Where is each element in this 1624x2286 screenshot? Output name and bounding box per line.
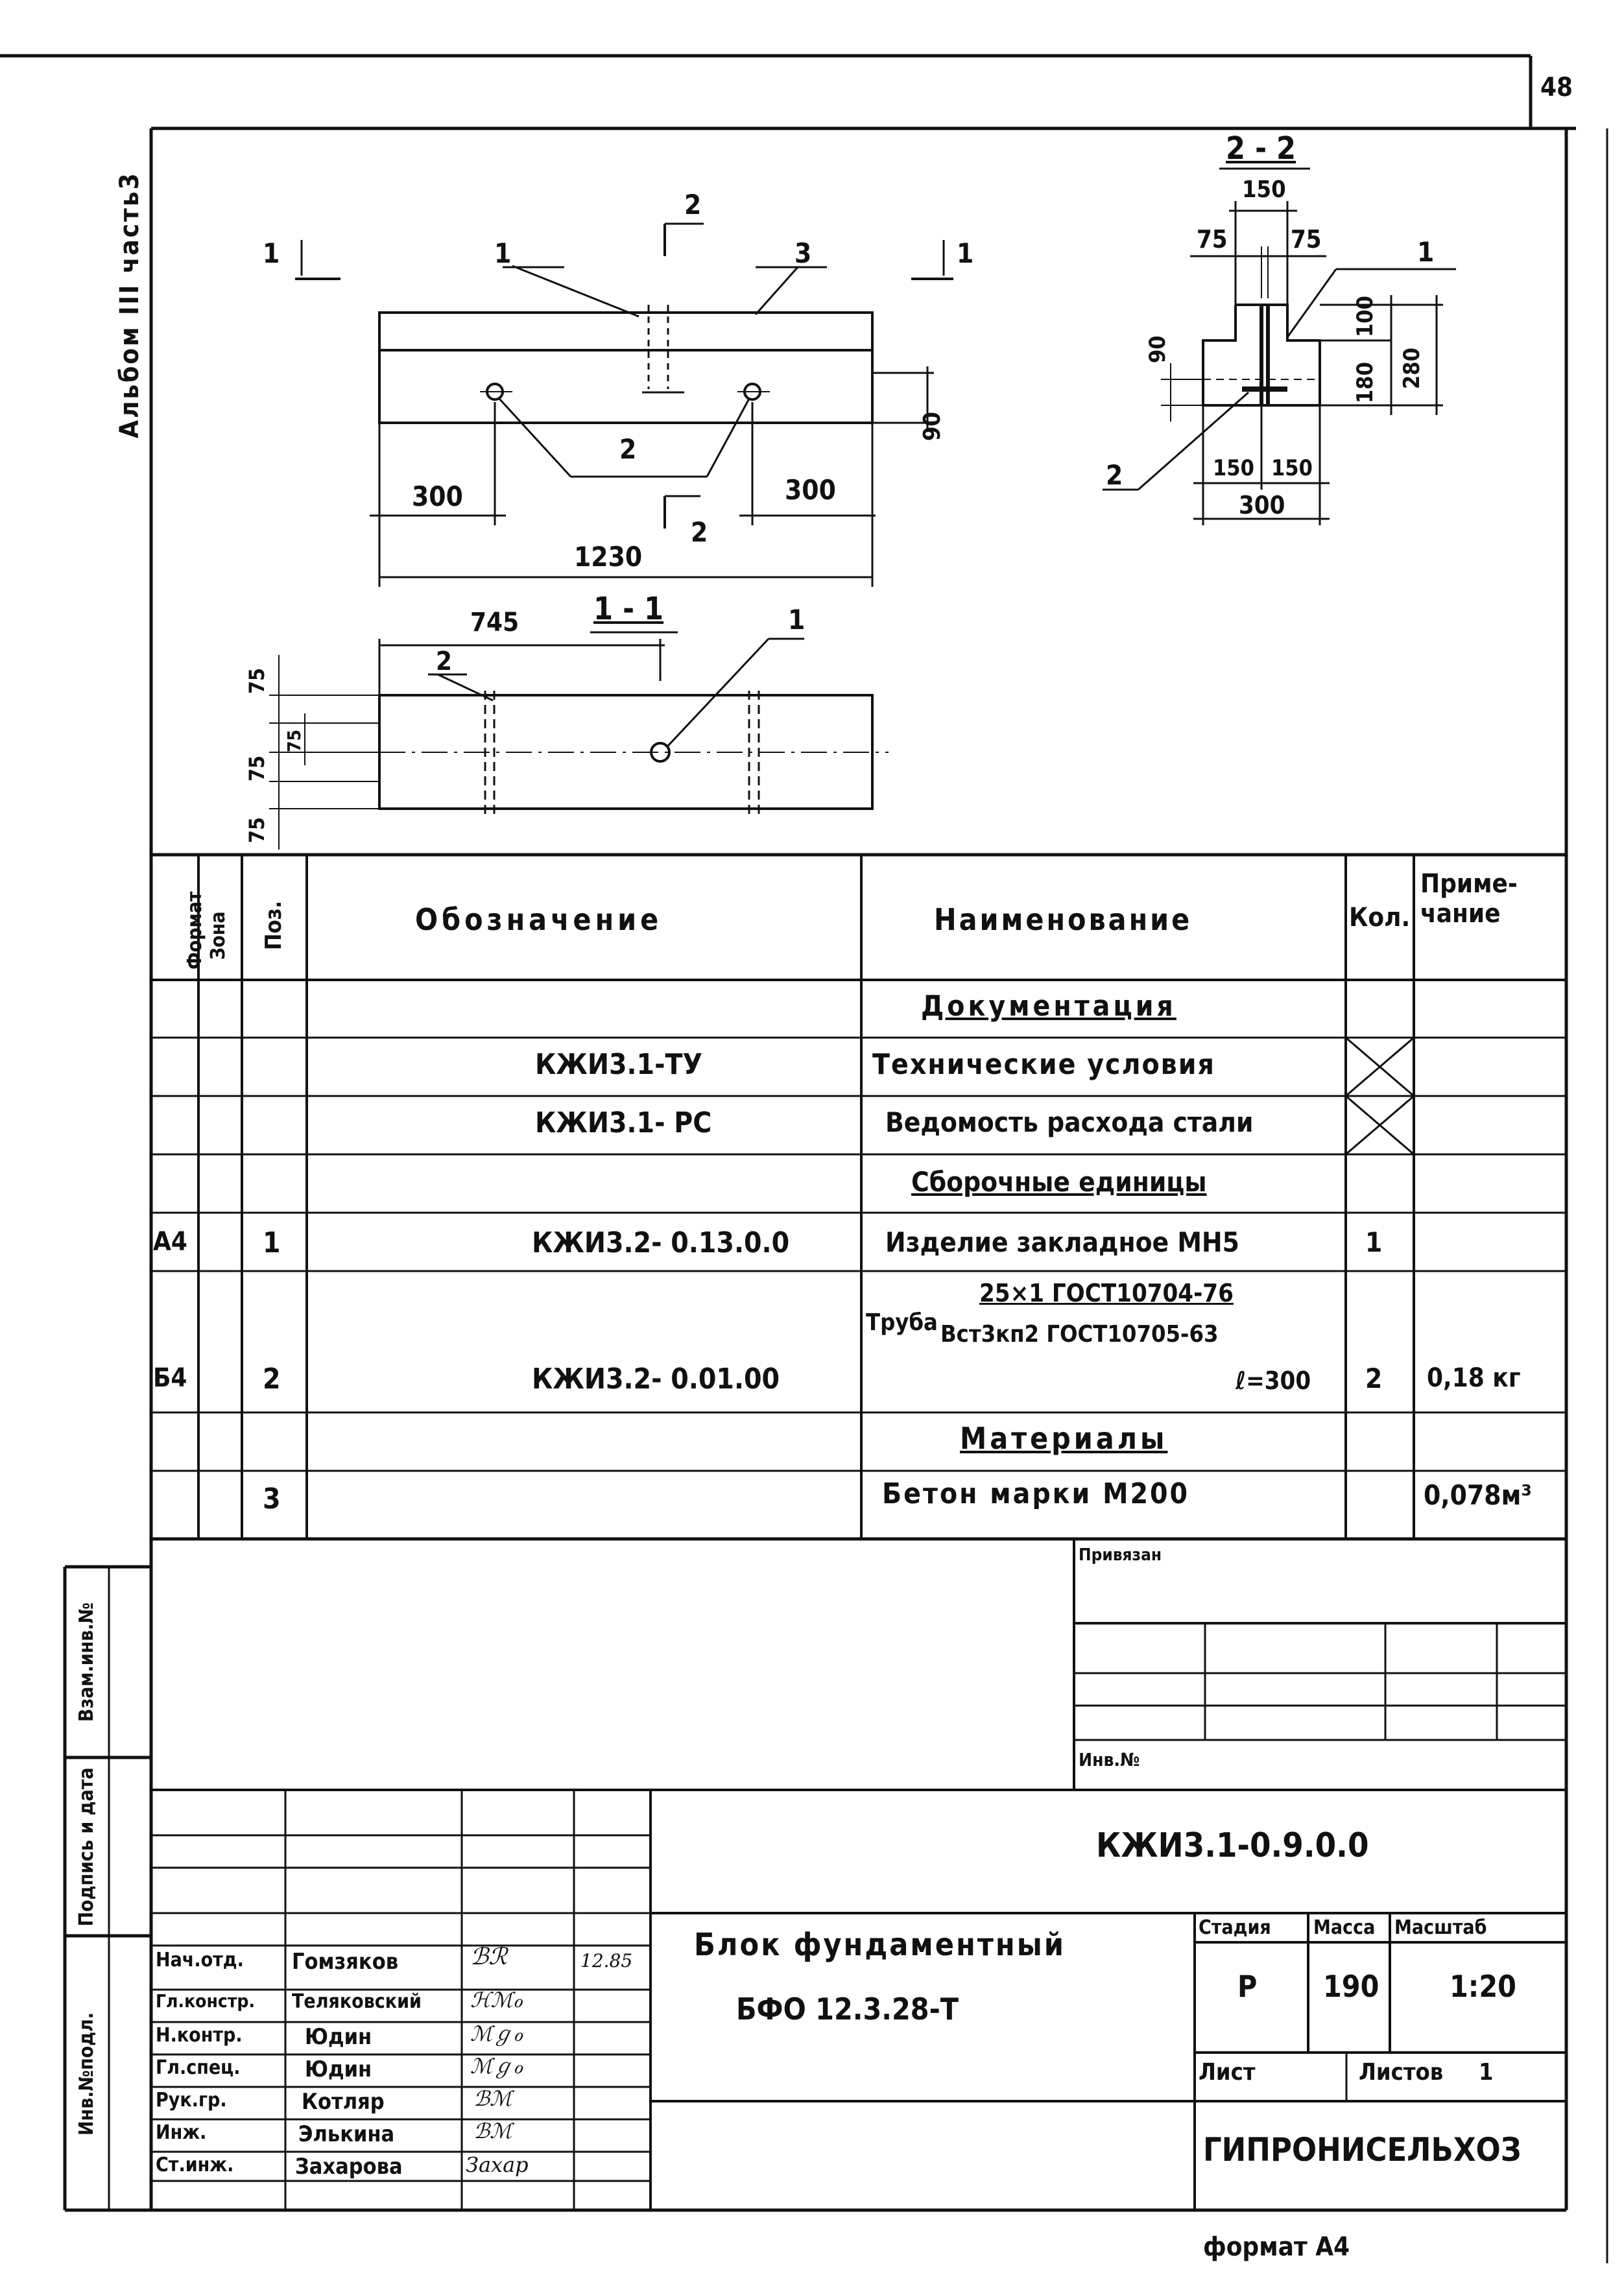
row-2-name: Ведомость расхода стали	[885, 1106, 1254, 1138]
dim-right-offset: 300	[785, 474, 836, 506]
row-3-name: Изделие закладное МН5	[885, 1226, 1239, 1258]
organization-name: ГИПРОНИСЕЛЬХОЗ	[1203, 2131, 1522, 2169]
header-note: Приме-чание	[1420, 869, 1518, 929]
dim-plan-r2: 75	[283, 729, 305, 752]
staff-role-2: Гл.констр.	[156, 1990, 256, 2012]
staff-role-5: Рук.гр.	[156, 2089, 227, 2112]
row-1-name: Технические условия	[872, 1048, 1215, 1081]
staff-name-6: Элькина	[298, 2121, 395, 2147]
dim-length: 1230	[574, 541, 643, 573]
staff-role-7: Ст.инж.	[156, 2154, 234, 2176]
front-view-block	[379, 305, 872, 423]
dim-left-offset: 300	[412, 481, 463, 512]
callout-2-plan: 2	[436, 647, 453, 676]
row-4-name: Труба	[866, 1309, 938, 1336]
staff-sig-5: ℬℳ	[473, 2086, 512, 2111]
cut-mark-2-top: 2	[684, 189, 702, 220]
cross-section-2-2	[1203, 305, 1320, 405]
staff-role-3: Н.контр.	[156, 2024, 243, 2047]
drawing-code: КЖИ3.1-0.9.0.0	[1096, 1826, 1369, 1865]
dim-sec-b2: 150	[1271, 455, 1313, 481]
staff-name-5: Котляр	[302, 2089, 385, 2115]
staff-name-1: Гомзяков	[292, 1949, 399, 1975]
dim-hole-height: 90	[919, 411, 946, 441]
callout-1-plan: 1	[788, 604, 806, 636]
row-5-pos: 3	[263, 1482, 281, 1516]
staff-sig-4: ℳℊℴ	[470, 2054, 523, 2078]
mass-label: Масса	[1313, 1916, 1376, 1939]
callout-3-front: 3	[794, 237, 812, 269]
callout-2-section: 2	[1106, 459, 1123, 491]
dim-sec-top: 100	[1352, 296, 1378, 337]
dim-plan-r3: 75	[245, 755, 269, 781]
row-4-qty: 2	[1365, 1363, 1383, 1394]
sheet-label: Лист	[1199, 2059, 1256, 2086]
dim-sec-total: 280	[1399, 348, 1425, 389]
staff-name-7: Захарова	[295, 2154, 403, 2180]
scale-value: 1:20	[1450, 1969, 1516, 2004]
cut-mark-1-right: 1	[957, 237, 974, 269]
dim-plan-r1: 75	[245, 667, 269, 694]
scale-label: Масштаб	[1394, 1916, 1487, 1939]
row-3-qty: 1	[1365, 1226, 1383, 1258]
header-name: Наименование	[934, 902, 1193, 937]
section-label-1-1: 1 - 1	[593, 591, 664, 627]
header-format: Формат	[184, 891, 206, 970]
row-4-note: 0,18 кг	[1427, 1363, 1521, 1393]
product-name: Блок фундаментный	[694, 1927, 1066, 1963]
dim-plan-r4: 75	[245, 816, 269, 843]
row-3-pos: 1	[263, 1226, 281, 1259]
dim-sec-side-r: 75	[1291, 225, 1322, 254]
callout-2-front: 2	[619, 433, 637, 465]
technical-drawing	[0, 0, 1624, 856]
header-zone: Зона	[207, 911, 230, 960]
row-1-designation: КЖИ3.1-ТУ	[535, 1048, 703, 1081]
row-4-name-len: ℓ=300	[1236, 1366, 1311, 1395]
stamp-signature-date: Подпись и дата	[75, 1767, 98, 1927]
staff-role-6: Инж.	[156, 2121, 207, 2144]
dim-sec-side-l: 75	[1197, 225, 1228, 254]
header-pos: Поз.	[261, 900, 287, 950]
callout-1-section: 1	[1417, 236, 1435, 268]
dim-plan-pos: 745	[470, 608, 519, 637]
binding-inv-label: Инв.№	[1079, 1749, 1140, 1770]
staff-name-2: Теляковский	[292, 1990, 422, 2013]
row-2-designation: КЖИ3.1- РС	[535, 1106, 712, 1139]
sheets-label: Листов	[1359, 2059, 1444, 2086]
row-4-designation: КЖИ3.2- 0.01.00	[532, 1363, 780, 1396]
staff-date-1: 12.85	[580, 1950, 633, 1971]
row-4-name-bottom: Вст3кп2 ГОСТ10705-63	[940, 1321, 1219, 1348]
product-mark: БФО 12.3.28-Т	[736, 1992, 959, 2027]
staff-sig-6: ℬℳ	[473, 2119, 512, 2143]
section-materials: Материалы	[960, 1421, 1168, 1456]
mass-value: 190	[1323, 1969, 1379, 2004]
cut-mark-1-left: 1	[263, 237, 280, 269]
row-5-note: 0,078м³	[1424, 1479, 1532, 1511]
dim-sec-mid: 180	[1352, 362, 1378, 403]
stamp-inventory-original: Инв.№подл.	[75, 2012, 98, 2136]
staff-sig-1: ℬℛ	[470, 1944, 508, 1970]
plan-view-block	[337, 691, 889, 814]
staff-role-1: Нач.отд.	[156, 1949, 244, 1971]
row-4-name-top: 25×1 ГОСТ10704-76	[979, 1279, 1234, 1307]
row-4-format: Б4	[153, 1363, 187, 1393]
stage-value: Р	[1237, 1969, 1258, 2004]
row-3-format: А4	[153, 1227, 187, 1257]
row-5-name: Бетон марки М200	[882, 1477, 1190, 1510]
staff-name-4: Юдин	[305, 2056, 372, 2082]
sheets-value: 1	[1479, 2059, 1494, 2086]
dim-sec-b1: 150	[1213, 455, 1254, 481]
dim-sec-width: 150	[1242, 176, 1286, 203]
row-4-pos: 2	[263, 1363, 281, 1396]
stamp-replaces-inventory: Взам.инв.№	[75, 1602, 98, 1722]
dim-sec-low: 90	[1145, 335, 1171, 363]
binding-label: Привязан	[1079, 1545, 1162, 1565]
header-designation: Обозначение	[415, 902, 663, 937]
cut-mark-2-bottom: 2	[691, 516, 708, 548]
row-3-designation: КЖИ3.2- 0.13.0.0	[532, 1226, 790, 1259]
staff-sig-2: ℋℳℴ	[470, 1988, 523, 2012]
section-documentation: Документация	[921, 990, 1176, 1023]
format-label: формат А4	[1203, 2232, 1350, 2262]
stage-label: Стадия	[1199, 1916, 1271, 1939]
staff-role-4: Гл.спец.	[156, 2056, 241, 2079]
section-label-2-2: 2 - 2	[1226, 130, 1296, 167]
album-title: Альбом III часть3	[115, 171, 145, 438]
section-assemblies: Сборочные единицы	[911, 1166, 1207, 1198]
staff-sig-3: ℳℊℴ	[470, 2021, 523, 2046]
page-number: 48	[1540, 73, 1573, 102]
header-qty: Кол.	[1349, 903, 1411, 933]
staff-name-3: Юдин	[305, 2024, 372, 2050]
callout-1-front: 1	[494, 237, 512, 269]
dim-sec-base: 300	[1239, 491, 1285, 519]
staff-sig-7: Захар	[466, 2152, 529, 2177]
